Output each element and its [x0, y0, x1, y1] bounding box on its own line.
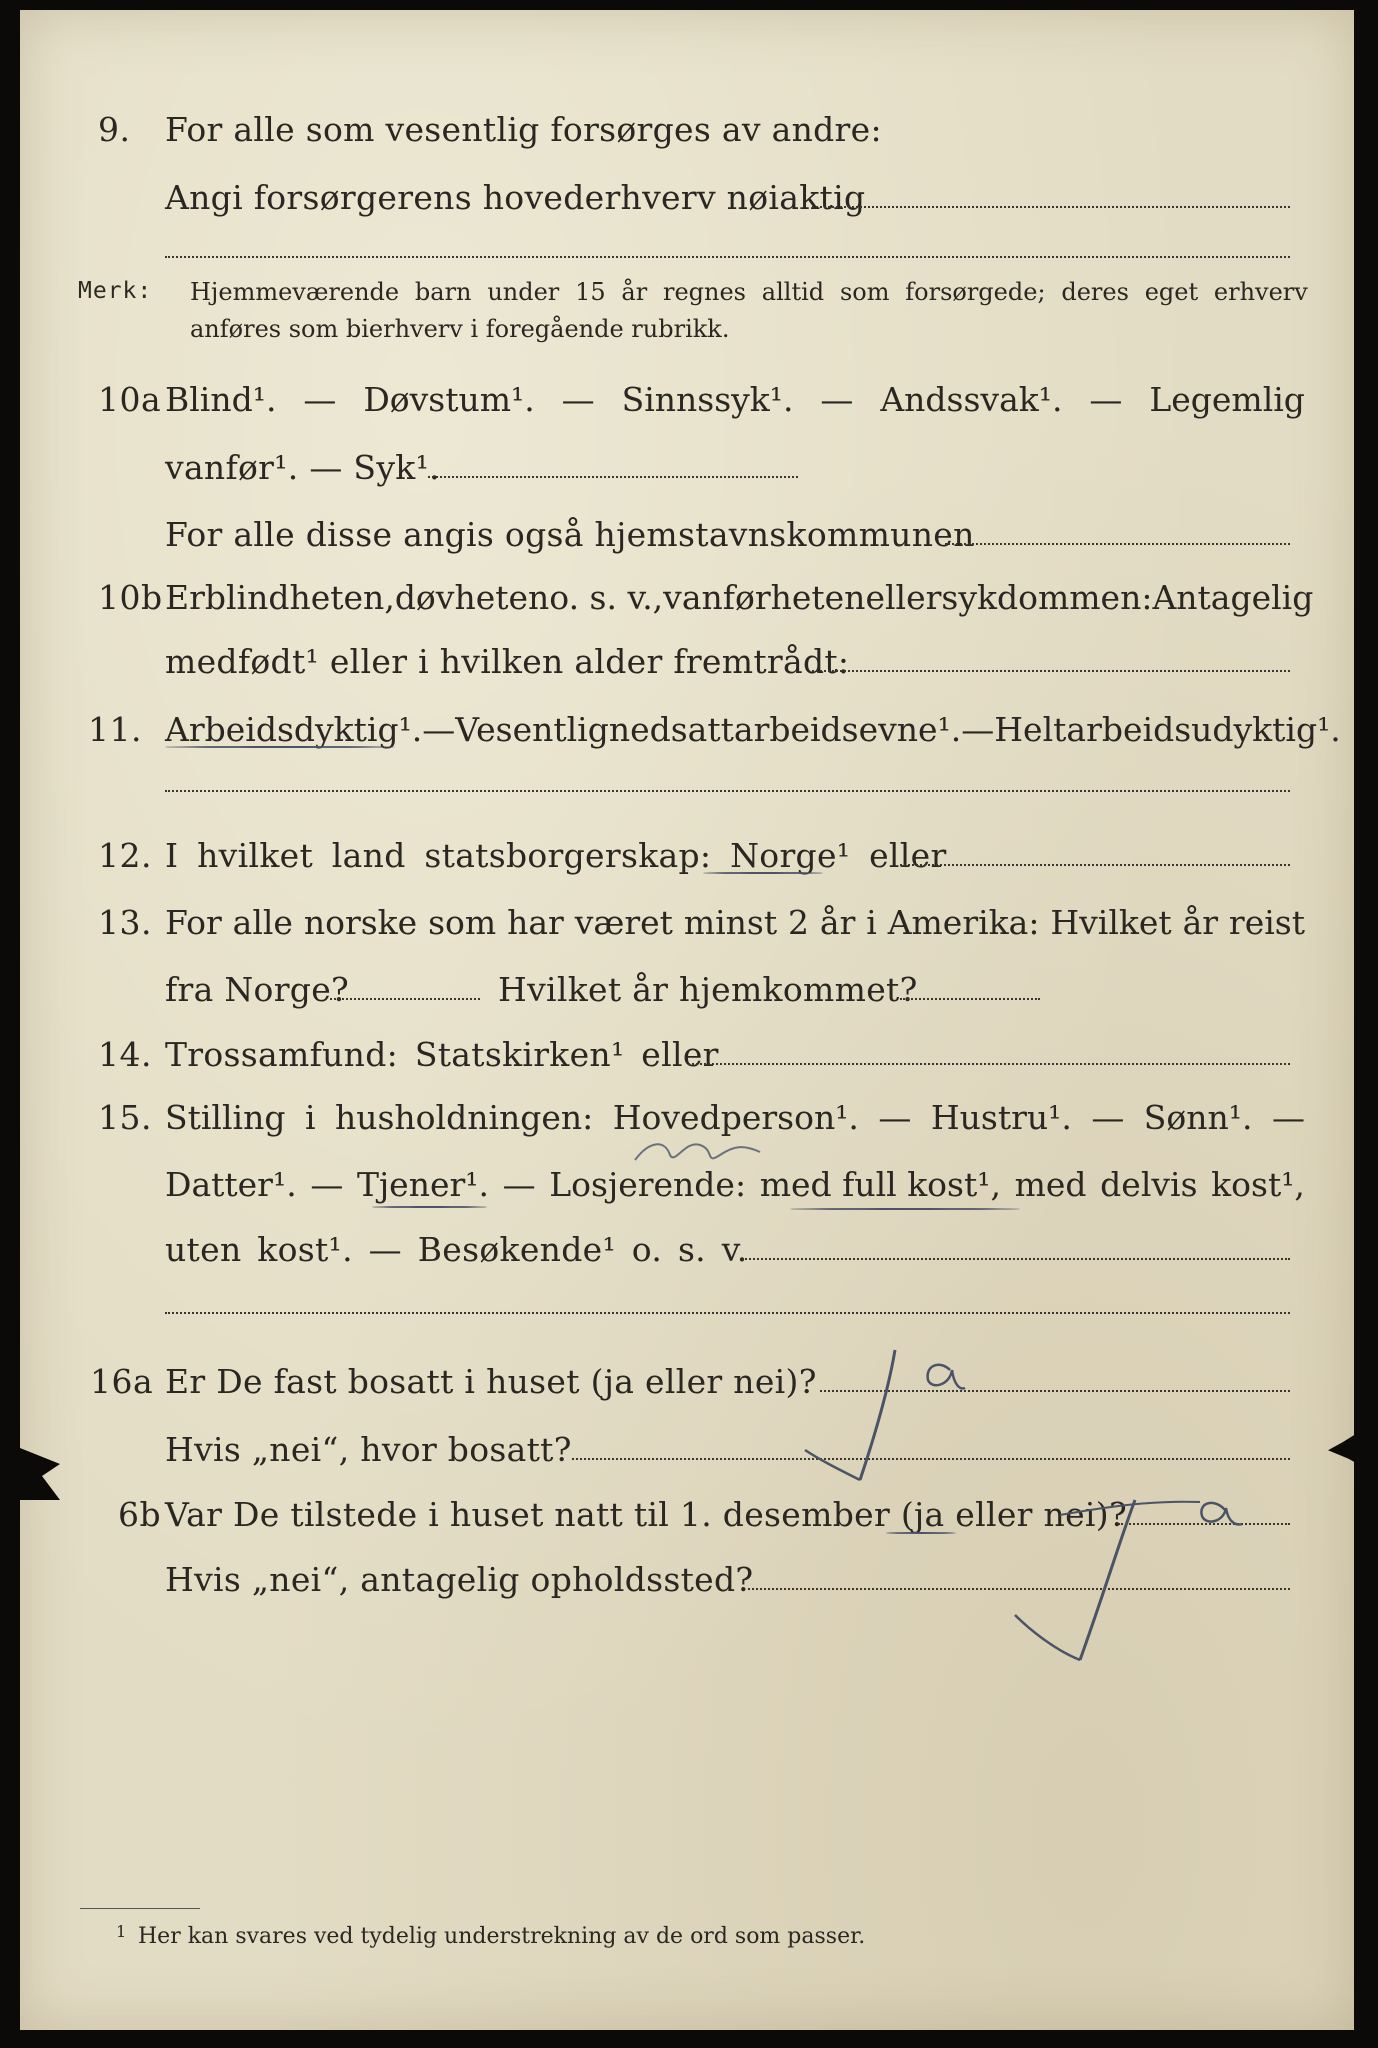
underline-med-full-kost [790, 1208, 1020, 1210]
word: Hvilket [1050, 903, 1172, 942]
option-sinnssyk[interactable]: Sinnssyk¹. [621, 380, 794, 419]
merk-word: som [839, 278, 890, 306]
option-hustru[interactable]: Hustru¹. [930, 1098, 1072, 1137]
footnote-text: Her kan svares ved tydelig understrekning av de ord som passer. [138, 1924, 866, 1949]
word: i [304, 1098, 316, 1137]
merk-note [190, 274, 1308, 348]
option-hovedperson[interactable]: Hovedperson¹. [612, 1098, 859, 1137]
word: vanførheten [663, 578, 866, 617]
question-10a-line-3: For alle disse angis også hjemstavnskommunen [165, 515, 975, 554]
word: reist [1228, 903, 1305, 942]
word: Losjerende: [549, 1165, 747, 1204]
question-13-number: 13. [98, 903, 152, 942]
question-13-line-1 [165, 903, 1305, 942]
underline-ja [886, 1532, 956, 1534]
dash: — [422, 710, 456, 749]
dash: — [310, 1165, 344, 1204]
question-9-answer-line[interactable] [812, 206, 1290, 208]
option-tjener[interactable]: Tjener¹. [356, 1165, 489, 1204]
merk-word: erhverv [1213, 278, 1308, 306]
census-form-page [20, 10, 1354, 2030]
word: eller [865, 578, 942, 617]
option-arbeidsudyktig[interactable]: arbeidsudyktig¹. [1066, 710, 1341, 749]
dash: — [1091, 1098, 1125, 1137]
word: år [1182, 903, 1219, 942]
merk-word: 15 [575, 278, 606, 306]
question-9-line-2: Angi forsørgerens hovederhverv nøiaktig [165, 178, 866, 217]
question-16a-bosatt-answer-line[interactable] [572, 1458, 1290, 1460]
question-10b-number: 10b [98, 578, 163, 617]
question-15-number: 15. [98, 1098, 152, 1137]
word: Vesentlig [455, 710, 609, 749]
merk-row-1 [190, 274, 1308, 311]
word: norske [303, 903, 418, 942]
word: 2 [788, 903, 809, 942]
question-15-line-2 [165, 1165, 1305, 1204]
option-andssvak[interactable]: Andssvak¹. [880, 380, 1063, 419]
merk-row-2: anføres som bierhverv i foregående rubrikk. [190, 315, 730, 343]
dash: — [878, 1098, 912, 1137]
question-10a-answer-line[interactable] [428, 476, 798, 478]
option-nedsatt-arbeidsevne[interactable]: arbeidsevne¹. [733, 710, 962, 749]
question-16b-opholdssted-answer-line[interactable] [748, 1588, 1290, 1590]
question-14-line-1: Trossamfund: Statskirken¹ eller [165, 1035, 719, 1074]
word: døvheten [394, 578, 550, 617]
question-14-number: 14. [98, 1035, 152, 1074]
question-16b-answer-line[interactable] [1118, 1523, 1290, 1525]
question-12-line-1: I hvilket land statsborgerskap: Norge¹ eller [165, 836, 947, 875]
word: Er [165, 578, 205, 617]
question-16a-number: 16a [90, 1362, 154, 1401]
question-10b-line-2: medfødt¹ eller i hvilken alder fremtrådt: [165, 642, 850, 681]
question-15-answer-line-2[interactable] [165, 1312, 1290, 1314]
word: i [866, 903, 877, 942]
word: alle [232, 903, 293, 942]
question-10a-number: 10a [98, 380, 162, 419]
word: o. s. v., [549, 578, 664, 617]
question-9-answer-line-2[interactable] [165, 256, 1290, 258]
dash: — [1271, 1098, 1305, 1137]
question-15-line-3: uten kost¹. — Besøkende¹ o. s. v. [165, 1230, 748, 1269]
dash: — [303, 380, 337, 419]
dash: — [502, 1165, 536, 1204]
footnote-mark: 1 [116, 1922, 127, 1941]
question-13-line-2a: fra Norge? [165, 970, 350, 1009]
word: For [165, 903, 222, 942]
merk-label: Merk: [78, 278, 153, 304]
option-sonn[interactable]: Sønn¹. [1143, 1098, 1253, 1137]
question-9-line-1: For alle som vesentlig forsørges av andre: [165, 110, 882, 149]
option-dovstum[interactable]: Døvstum¹. [363, 380, 535, 419]
question-15-answer-line[interactable] [742, 1258, 1290, 1260]
option-blind[interactable]: Blind¹. [165, 380, 277, 419]
word: minst [683, 903, 778, 942]
option-datter[interactable]: Datter¹. [165, 1165, 297, 1204]
question-16b-number: 6b [118, 1495, 162, 1534]
question-13-line-2b: Hvilket år hjemkommet? [498, 970, 918, 1009]
word: Stilling [165, 1098, 286, 1137]
dash: — [561, 380, 595, 419]
question-11-line-1 [165, 710, 1341, 749]
word: husholdningen: [334, 1098, 594, 1137]
question-15-line-1 [165, 1098, 1305, 1137]
dash: — [820, 380, 854, 419]
question-11-answer-line[interactable] [165, 790, 1290, 792]
word: Amerika: [887, 903, 1040, 942]
question-12-answer-line[interactable] [900, 864, 1290, 866]
reist-year-answer-line[interactable] [330, 998, 480, 1000]
question-10b-answer-line[interactable] [812, 670, 1290, 672]
word: sykdommen: [941, 578, 1153, 617]
merk-word: forsørgede; [905, 278, 1046, 306]
option-legemlig[interactable]: Legemlig [1149, 380, 1305, 419]
question-16b-line-2: Hvis „nei“, antagelig opholdssted? [165, 1560, 754, 1599]
question-10b-line-1 [165, 578, 1314, 617]
word: nedsatt [608, 710, 734, 749]
merk-word: eget [1144, 278, 1199, 306]
question-12-number: 12. [98, 836, 152, 875]
word: delvis [1100, 1165, 1198, 1204]
merk-word: alltid [761, 278, 825, 306]
handwritten-answer-16a [800, 1340, 1000, 1490]
dash: — [961, 710, 995, 749]
word: som [428, 903, 497, 942]
merk-word: deres [1061, 278, 1129, 306]
question-16b-line-1: Var De tilstede i huset natt til 1. desember (ja eller nei)? [165, 1495, 1127, 1534]
question-16a-line-2: Hvis „nei“, hvor bosatt? [165, 1430, 572, 1469]
question-10a-line-2: vanfør¹. — Syk¹. [165, 448, 440, 487]
dash: — [1089, 380, 1123, 419]
option-arbeidsdyktig[interactable]: Arbeidsdyktig¹. [165, 710, 423, 749]
question-14-answer-line[interactable] [688, 1063, 1290, 1065]
word: år [819, 903, 856, 942]
merk-word: under [487, 278, 560, 306]
word: Helt [994, 710, 1067, 749]
option-med-full-kost[interactable]: med full kost¹, [759, 1165, 1001, 1204]
merk-word: barn [414, 278, 472, 306]
question-16a-line-1: Er De fast bosatt i huset (ja eller nei)? [165, 1362, 817, 1401]
merk-word: Hjemmeværende [190, 278, 400, 306]
word: været [574, 903, 673, 942]
option-med-delvis-kost[interactable]: kost¹, [1211, 1165, 1305, 1204]
underline-arbeidsdyktig [165, 746, 395, 748]
footnote-rule [80, 1908, 200, 1909]
merk-word: år [621, 278, 648, 306]
underline-tjener [372, 1206, 487, 1208]
question-10a-line-1 [165, 380, 1305, 419]
question-11-number: 11. [88, 710, 142, 749]
question-9-number: 9. [98, 110, 131, 149]
underline-norge [703, 872, 823, 874]
word: Antagelig [1152, 578, 1314, 617]
word: med [1014, 1165, 1087, 1204]
word: har [507, 903, 564, 942]
hjemstavnskommune-answer-line[interactable] [945, 543, 1290, 545]
hjemkommet-year-answer-line[interactable] [900, 998, 1040, 1000]
word: blindheten, [204, 578, 395, 617]
question-16a-answer-line[interactable] [820, 1390, 1290, 1392]
merk-word: regnes [662, 278, 746, 306]
